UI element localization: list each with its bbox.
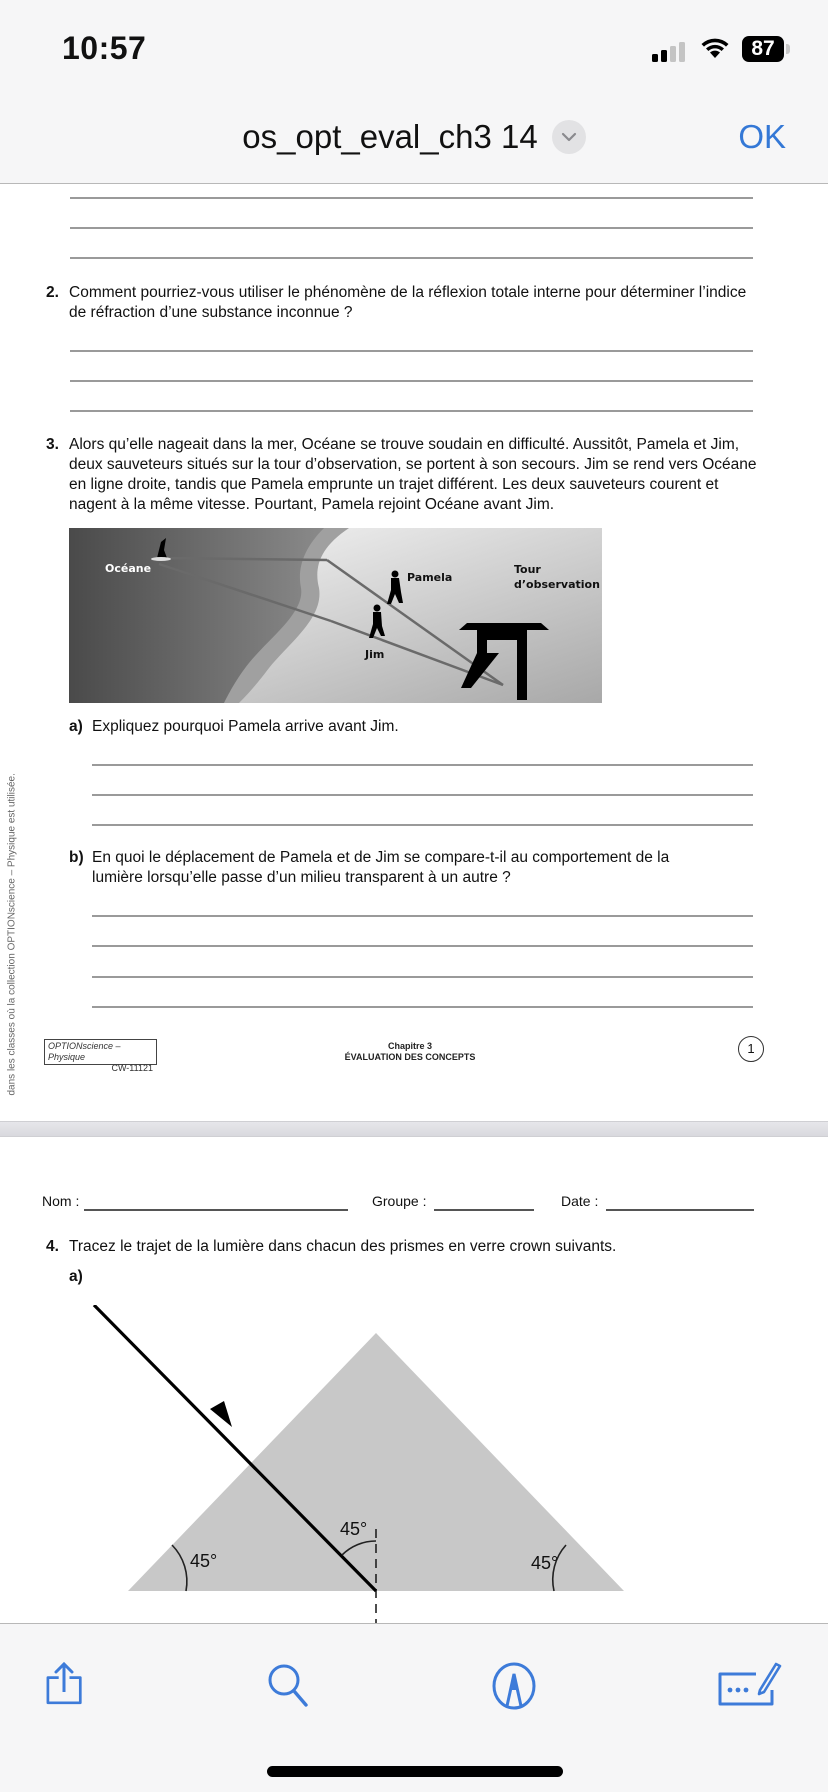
answer-line bbox=[70, 410, 753, 412]
label-tower-2: d’observation bbox=[514, 578, 600, 591]
answer-line bbox=[70, 350, 753, 352]
signature-icon bbox=[716, 1660, 784, 1712]
sub-question-text: Expliquez pourquoi Pamela arrive avant Jim. bbox=[92, 718, 399, 735]
markup-pen-icon bbox=[488, 1660, 540, 1712]
date-field-line bbox=[606, 1209, 754, 1211]
question-4a-label: a) bbox=[69, 1268, 83, 1285]
answer-line bbox=[70, 197, 753, 199]
share-button[interactable] bbox=[38, 1660, 90, 1712]
label-jim: Jim bbox=[365, 648, 385, 661]
date-label: Date : bbox=[561, 1193, 599, 1209]
margin-copyright-text: dans les classes où la collection OPTIONscience – Physique est utilisée. bbox=[6, 773, 18, 1096]
document-title-button[interactable] bbox=[242, 118, 585, 156]
signature-button[interactable] bbox=[716, 1660, 784, 1712]
chevron-down-icon[interactable] bbox=[552, 120, 586, 154]
lifeguard-figure bbox=[69, 528, 602, 703]
pdf-page-1 bbox=[0, 185, 828, 1121]
label-oceane: Océane bbox=[105, 562, 152, 575]
answer-line bbox=[92, 976, 753, 978]
label-pamela: Pamela bbox=[407, 571, 453, 584]
status-bar bbox=[0, 0, 828, 90]
battery-indicator: 87 bbox=[742, 36, 784, 62]
question-3b bbox=[69, 848, 682, 888]
angle-right-label: 45° bbox=[531, 1553, 559, 1573]
question-4 bbox=[46, 1237, 759, 1257]
name-label: Nom : bbox=[42, 1193, 80, 1209]
answer-line bbox=[92, 824, 753, 826]
footer-section-title: ÉVALUATION DES CONCEPTS bbox=[344, 1052, 476, 1062]
markup-button[interactable] bbox=[488, 1660, 540, 1712]
home-indicator[interactable] bbox=[267, 1766, 563, 1777]
sub-label: a) bbox=[69, 718, 83, 735]
answer-line bbox=[92, 764, 753, 766]
label-tower-1: Tour bbox=[514, 563, 541, 576]
document-title-area bbox=[0, 118, 828, 156]
footer-series: OPTIONscience – Physique bbox=[48, 1041, 121, 1062]
question-2 bbox=[46, 283, 749, 323]
page-separator bbox=[0, 1121, 828, 1137]
search-button[interactable] bbox=[262, 1660, 314, 1712]
answer-line bbox=[92, 945, 753, 947]
page-number-badge: 1 bbox=[738, 1036, 764, 1062]
answer-line bbox=[70, 257, 753, 259]
group-field-line bbox=[434, 1209, 534, 1211]
answer-line bbox=[70, 227, 753, 229]
question-number: 2. bbox=[46, 284, 59, 301]
answer-line bbox=[92, 915, 753, 917]
search-icon bbox=[262, 1660, 314, 1712]
done-button[interactable]: OK bbox=[738, 118, 786, 155]
footer-chapter-title: Chapitre 3 bbox=[387, 1041, 432, 1051]
share-icon bbox=[38, 1660, 90, 1712]
cellular-signal-icon bbox=[652, 42, 685, 62]
question-number: 3. bbox=[46, 436, 59, 453]
footer-chapter bbox=[300, 1041, 520, 1063]
angle-left-label: 45° bbox=[190, 1551, 218, 1571]
battery-tip bbox=[786, 44, 790, 54]
document-scroll-area[interactable] bbox=[0, 185, 828, 1623]
group-label: Groupe : bbox=[372, 1193, 427, 1209]
navigation-bar bbox=[0, 90, 828, 184]
question-number: 4. bbox=[46, 1238, 59, 1255]
sub-label: b) bbox=[69, 849, 84, 866]
footer-code: CW-11121 bbox=[111, 1063, 153, 1073]
prism-diagram bbox=[80, 1305, 640, 1623]
question-text: Comment pourriez-vous utiliser le phénomène de la réflexion totale interne pour déterminer l’indice de réfraction d’une substance inconnue ? bbox=[69, 284, 747, 321]
status-time: 10:57 bbox=[62, 30, 147, 66]
document-title: os_opt_eval_ch3 14 bbox=[242, 118, 538, 155]
sub-question-text: En quoi le déplacement de Pamela et de Jim se compare-t-il au comportement de la lumière lorsqu’elle passe d’un milieu transparent à un autre ? bbox=[92, 849, 670, 886]
question-3a bbox=[69, 717, 752, 737]
answer-line bbox=[92, 1006, 753, 1008]
answer-line bbox=[92, 794, 753, 796]
answer-line bbox=[70, 380, 753, 382]
name-field-line bbox=[84, 1209, 348, 1211]
question-3 bbox=[46, 435, 759, 515]
wifi-icon bbox=[700, 36, 730, 60]
question-text: Tracez le trajet de la lumière dans chacun des prismes en verre crown suivants. bbox=[69, 1238, 617, 1255]
question-text: Alors qu’elle nageait dans la mer, Océane se trouve soudain en difficulté. Aussitôt, Pamela et Jim, deux sauveteurs situés sur la tour d’observation, se portent à son secours. Jim se rend vers Océane en ligne droite, tandis que Pamela emprunte un trajet différent. Les deux sauveteurs courent et nagent à la même vitesse. Pourtant, Pamela rejoint Océane avant Jim. bbox=[69, 436, 757, 513]
footer-series-box bbox=[44, 1039, 157, 1073]
angle-incidence-label: 45° bbox=[340, 1519, 368, 1539]
